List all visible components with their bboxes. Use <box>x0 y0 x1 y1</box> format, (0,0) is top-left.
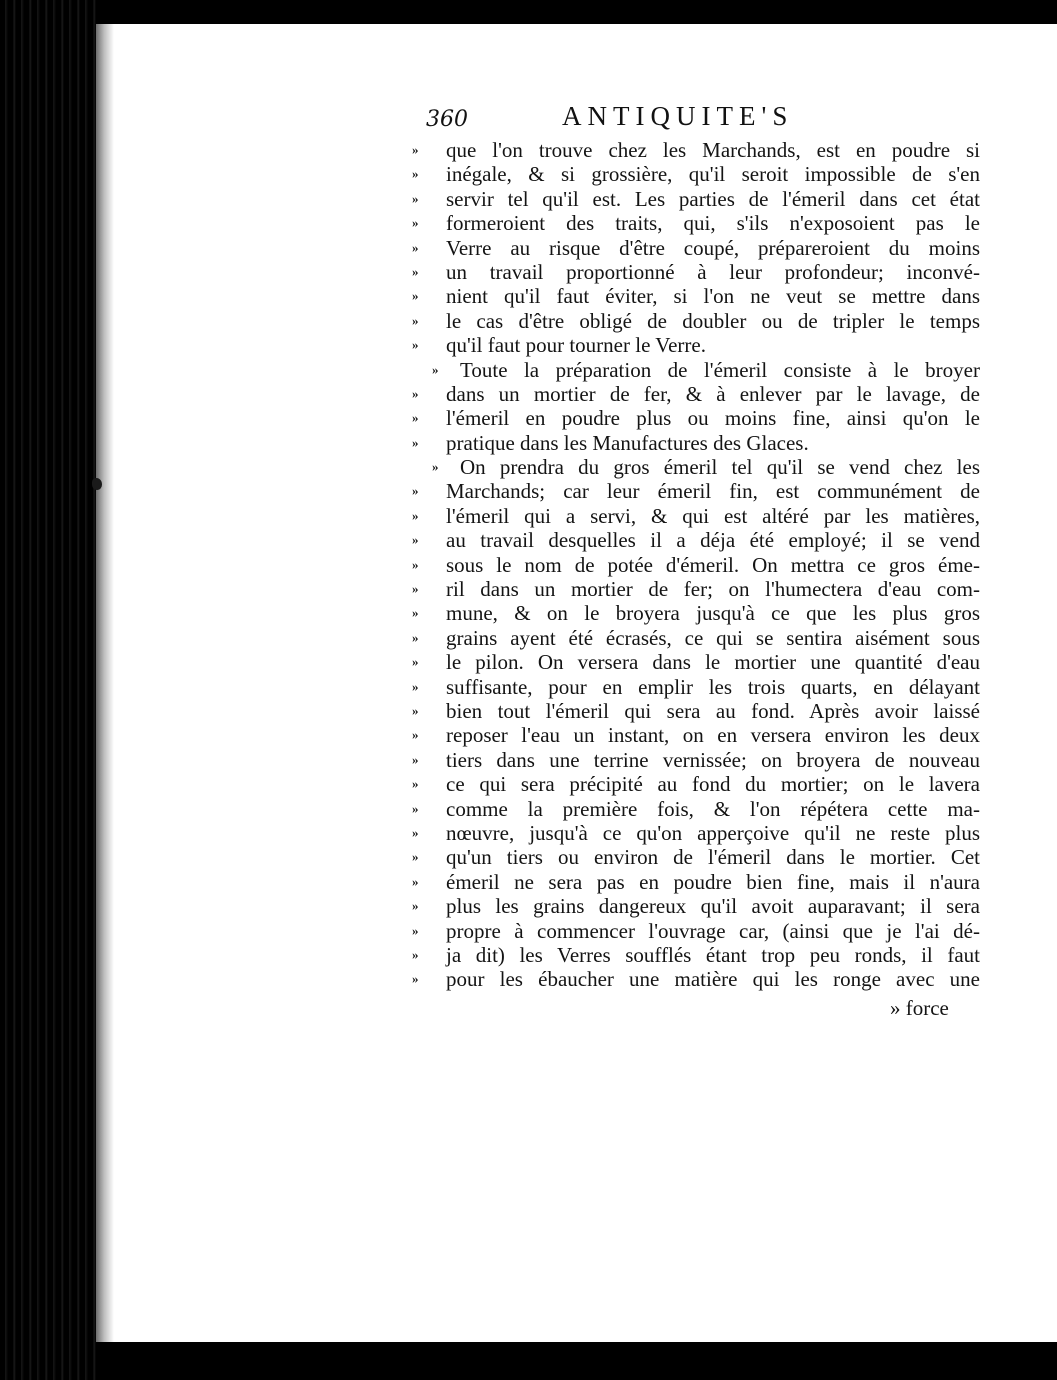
quotation-mark: » <box>412 337 419 353</box>
text-line <box>412 577 982 601</box>
line-text: le cas d'être obligé de doubler ou de tripler le temps <box>446 308 980 333</box>
text-line <box>412 309 982 333</box>
text-line <box>412 675 982 699</box>
book-spine-edge <box>0 0 96 1380</box>
line-text: un travail proportionné à leur profondeur; inconvé- <box>446 259 980 284</box>
text-line <box>412 650 982 674</box>
text-line <box>412 431 982 455</box>
line-text: au travail desquelles il a déja été employé; il se vend <box>446 528 980 553</box>
body-text <box>412 138 982 992</box>
line-text: propre à commencer l'ouvrage car, (ainsi que je l'ai dé- <box>446 918 980 943</box>
line-text: servir tel qu'il est. Les parties de l'émeril dans cet état <box>446 186 980 211</box>
text-line <box>412 845 982 869</box>
text-line <box>412 821 982 845</box>
quotation-mark: » <box>412 556 419 572</box>
line-text: suffisante, pour en emplir les trois quarts, en délayant <box>446 674 980 699</box>
quotation-mark: » <box>412 629 419 645</box>
quotation-mark: » <box>412 532 419 548</box>
text-line <box>412 601 982 625</box>
quotation-mark: » <box>412 239 419 255</box>
line-text: On prendra du gros émeril tel qu'il se vend chez les <box>460 455 980 480</box>
text-line <box>412 333 982 357</box>
text-line <box>412 284 982 308</box>
text-line <box>412 236 982 260</box>
text-line <box>412 382 982 406</box>
text-line <box>412 162 982 186</box>
text-line <box>412 479 982 503</box>
quotation-mark: » <box>412 800 419 816</box>
quotation-mark: » <box>412 215 419 231</box>
line-text: grains ayent été écrasés, ce qui se sentira aisément sous <box>446 625 980 650</box>
text-line <box>412 894 982 918</box>
line-text: bien tout l'émeril qui sera au fond. Après avoir laissé <box>446 698 980 723</box>
text-line <box>412 772 982 796</box>
quotation-mark: » <box>412 288 419 304</box>
quotation-mark: » <box>412 654 419 670</box>
text-line <box>412 553 982 577</box>
text-line <box>412 723 982 747</box>
quotation-mark: » <box>412 971 419 987</box>
page-header <box>426 101 846 137</box>
quotation-mark: » <box>432 459 439 475</box>
catchword: » force <box>890 996 949 1020</box>
line-text: inégale, & si grossière, qu'il seroit impossible de s'en <box>446 162 980 187</box>
text-line <box>412 358 982 382</box>
quotation-mark: » <box>412 434 419 450</box>
line-text: comme la première fois, & l'on répétera cette ma- <box>446 796 980 821</box>
quotation-mark: » <box>412 849 419 865</box>
line-text: reposer l'eau un instant, on en versera environ les deux <box>446 723 980 748</box>
text-line <box>412 260 982 284</box>
ink-speck <box>92 478 102 490</box>
gutter-shadow <box>96 24 114 1342</box>
line-text: émeril ne sera pas en poudre bien fine, mais il n'aura <box>446 869 980 894</box>
line-text: Marchands; car leur émeril fin, est communément de <box>446 479 980 504</box>
text-line <box>412 748 982 772</box>
text-line <box>412 504 982 528</box>
quotation-mark: » <box>412 385 419 401</box>
line-text: Toute la préparation de l'émeril consiste à le broyer <box>460 357 980 382</box>
text-line <box>412 455 982 479</box>
quotation-mark: » <box>412 946 419 962</box>
text-line <box>412 967 982 991</box>
text-line <box>412 699 982 723</box>
running-title: ANTIQUITE'S <box>562 101 794 131</box>
quotation-mark: » <box>412 727 419 743</box>
quotation-mark: » <box>412 263 419 279</box>
quotation-mark: » <box>412 507 419 523</box>
line-text: qu'il faut pour tourner le Verre. <box>446 333 706 358</box>
quotation-mark: » <box>412 410 419 426</box>
quotation-mark: » <box>412 776 419 792</box>
text-line <box>412 943 982 967</box>
quotation-mark: » <box>412 190 419 206</box>
line-text: l'émeril qui a servi, & qui est altéré par les matières, <box>446 503 980 528</box>
line-text: le pilon. On versera dans le mortier une quantité d'eau <box>446 650 980 675</box>
text-line <box>412 406 982 430</box>
line-text: ril dans un mortier de fer; on l'humectera d'eau com- <box>446 577 980 602</box>
page-number: 360 <box>426 107 468 132</box>
quotation-mark: » <box>412 702 419 718</box>
line-text: pratique dans les Manufactures des Glaces. <box>446 430 809 455</box>
line-text: l'émeril en poudre plus ou moins fine, ainsi qu'on le <box>446 406 980 431</box>
quotation-mark: » <box>412 166 419 182</box>
quotation-mark: » <box>412 922 419 938</box>
line-text: Verre au risque d'être coupé, prépareroient du moins <box>446 235 980 260</box>
line-text: dans un mortier de fer, & à enlever par le lavage, de <box>446 381 980 406</box>
line-text: que l'on trouve chez les Marchands, est en poudre si <box>446 138 980 162</box>
quotation-mark: » <box>412 142 419 157</box>
quotation-mark: » <box>412 312 419 328</box>
line-text: mune, & on le broyera jusqu'à ce que les plus gros <box>446 601 980 626</box>
quotation-mark: » <box>432 361 439 377</box>
text-line <box>412 870 982 894</box>
line-text: tiers dans une terrine vernissée; on broyera de nouveau <box>446 747 980 772</box>
text-line <box>412 211 982 235</box>
quotation-mark: » <box>412 898 419 914</box>
text-line <box>412 138 982 162</box>
quotation-mark: » <box>412 678 419 694</box>
line-text: nœuvre, jusqu'à ce qu'on apperçoive qu'il ne reste plus <box>446 820 980 845</box>
text-line <box>412 919 982 943</box>
line-text: qu'un tiers ou environ de l'émeril dans le mortier. Cet <box>446 845 980 870</box>
quotation-mark: » <box>412 824 419 840</box>
line-text: sous le nom de potée d'émeril. On mettra ce gros éme- <box>446 552 980 577</box>
line-text: nient qu'il faut éviter, si l'on ne veut se mettre dans <box>446 284 980 309</box>
text-line <box>412 187 982 211</box>
quotation-mark: » <box>412 483 419 499</box>
quotation-mark: » <box>412 605 419 621</box>
line-text: pour les ébaucher une matière qui les ronge avec une <box>446 967 980 992</box>
line-text: plus les grains dangereux qu'il avoit auparavant; il sera <box>446 894 980 919</box>
line-text: formeroient des traits, qui, s'ils n'exposoient pas le <box>446 211 980 236</box>
text-line <box>412 797 982 821</box>
line-text: ja dit) les Verres soufflés étant trop peu ronds, il faut <box>446 942 980 967</box>
quotation-mark: » <box>412 581 419 597</box>
text-line <box>412 626 982 650</box>
text-line <box>412 528 982 552</box>
quotation-mark: » <box>412 751 419 767</box>
quotation-mark: » <box>412 873 419 889</box>
line-text: ce qui sera précipité au fond du mortier; on le lavera <box>446 772 980 797</box>
